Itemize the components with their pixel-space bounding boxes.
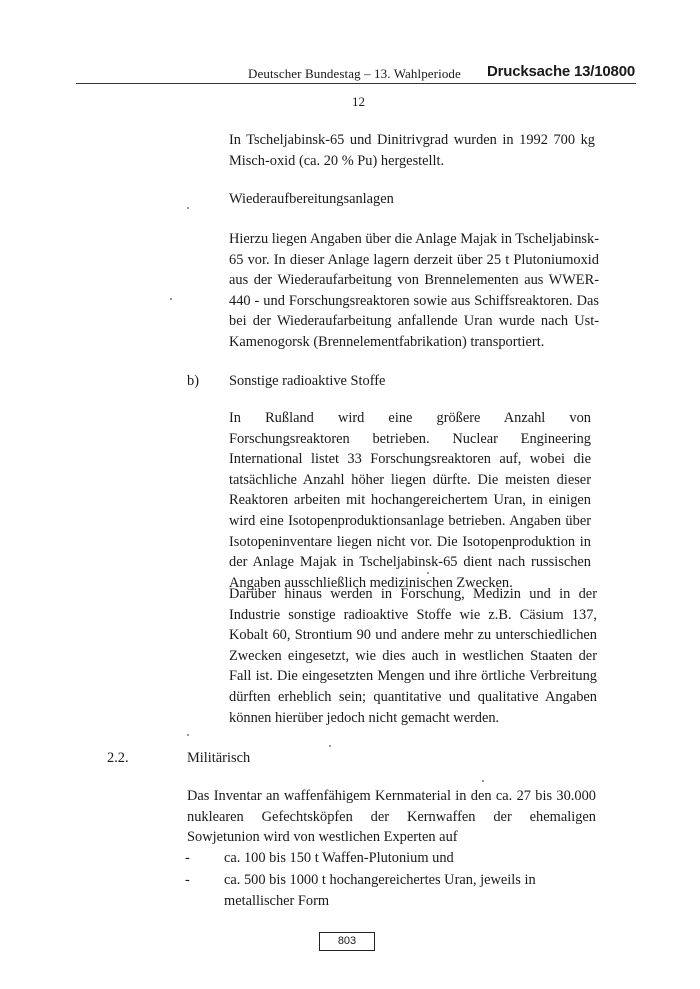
subheading-wiederaufbereitungsanlagen: Wiederaufbereitungsanlagen bbox=[229, 191, 394, 207]
paragraph-waffenfaehiges-kernmaterial: Das Inventar an waffenfähigem Kernmaterial in den ca. 27 bis 30.000 nuklearen Gefechtsköpfen der Kernwaffen der ehemaligen Sowjetunion wird von westlichen Experten auf bbox=[187, 788, 596, 846]
list-item-uran: ca. 500 bis 1000 t hochangereichertes Uran, jeweils in metallischer Form bbox=[224, 872, 536, 909]
paragraph-majak: Hierzu liegen Angaben über die Anlage Majak in Tscheljabinsk-65 vor. In dieser Anlage lagern derzeit über 25 t Plutoniumoxid aus der Wiederaufarbeitung von Brennelementen aus WWER-440 - und Forschungsreaktoren sowie aus Schiffsreaktoren. Das bei der Wiederaufarbeitung anfallende Uran wurde nach Ust-Kamenogorsk (Brennelementfabrikation) transportiert. bbox=[229, 231, 599, 350]
section-label-b: b) bbox=[187, 373, 199, 389]
header-divider bbox=[76, 83, 636, 84]
header-document-number: Drucksache 13/10800 bbox=[487, 63, 635, 80]
page-number: 12 bbox=[352, 94, 365, 109]
paragraph-radioaktive-stoffe-industrie: Darüber hinaus werden in Forschung, Medizin und in der Industrie sonstige radioaktive Stoffe wie z.B. Cäsium 137, Kobalt 60, Strontium 90 und andere mehr zu unterschiedlichen Zwecken eingesetzt, wie dies auch in westlichen Staaten der Fall ist. Die eingesetzten Mengen und ihre örtliche Verbreitung dürften erheblich sein; quantitative und qualitative Angaben können hierüber jedoch nicht gemacht werden. bbox=[229, 586, 597, 726]
scan-speck bbox=[170, 298, 172, 300]
list-bullet: - bbox=[185, 872, 190, 888]
scan-speck bbox=[187, 207, 189, 209]
paragraph-forschungsreaktoren: In Rußland wird eine größere Anzahl von Forschungsreaktoren betrieben. Nuclear Engineering International listet 33 Forschungsreaktoren auf, wobei die tatsächliche Anzahl höher liegen dürfte. Die meisten dieser Reaktoren arbeiten mit hochangereichertem Uran, in einigen wird eine Isotopenproduktionsanlage betrieben. Angaben über Isotopeninventare liegen nicht vor. Die Isotopenproduktion in der Anlage Majak in Tscheljabinsk-65 dient nach russischen Angaben ausschließlich medizinischen Zwecken. bbox=[229, 410, 591, 591]
paragraph-mischoxid: In Tscheljabinsk-65 und Dinitrivgrad wurden in 1992 700 kg Misch-oxid (ca. 20 % Pu) hergestellt. bbox=[229, 132, 595, 169]
scan-speck bbox=[427, 572, 429, 574]
scan-speck bbox=[329, 745, 331, 747]
scan-speck bbox=[187, 734, 189, 736]
section-heading-militaerisch: Militärisch bbox=[187, 750, 251, 766]
header-document-series: Deutscher Bundestag – 13. Wahlperiode bbox=[248, 66, 461, 81]
section-number-2-2: 2.2. bbox=[107, 750, 129, 766]
list-bullet: - bbox=[185, 850, 190, 866]
list-item-plutonium: ca. 100 bis 150 t Waffen-Plutonium und bbox=[224, 850, 454, 866]
section-heading-sonstige-stoffe: Sonstige radioaktive Stoffe bbox=[229, 373, 386, 389]
scan-speck bbox=[482, 780, 484, 782]
footer-page-label: 803 bbox=[319, 932, 375, 951]
